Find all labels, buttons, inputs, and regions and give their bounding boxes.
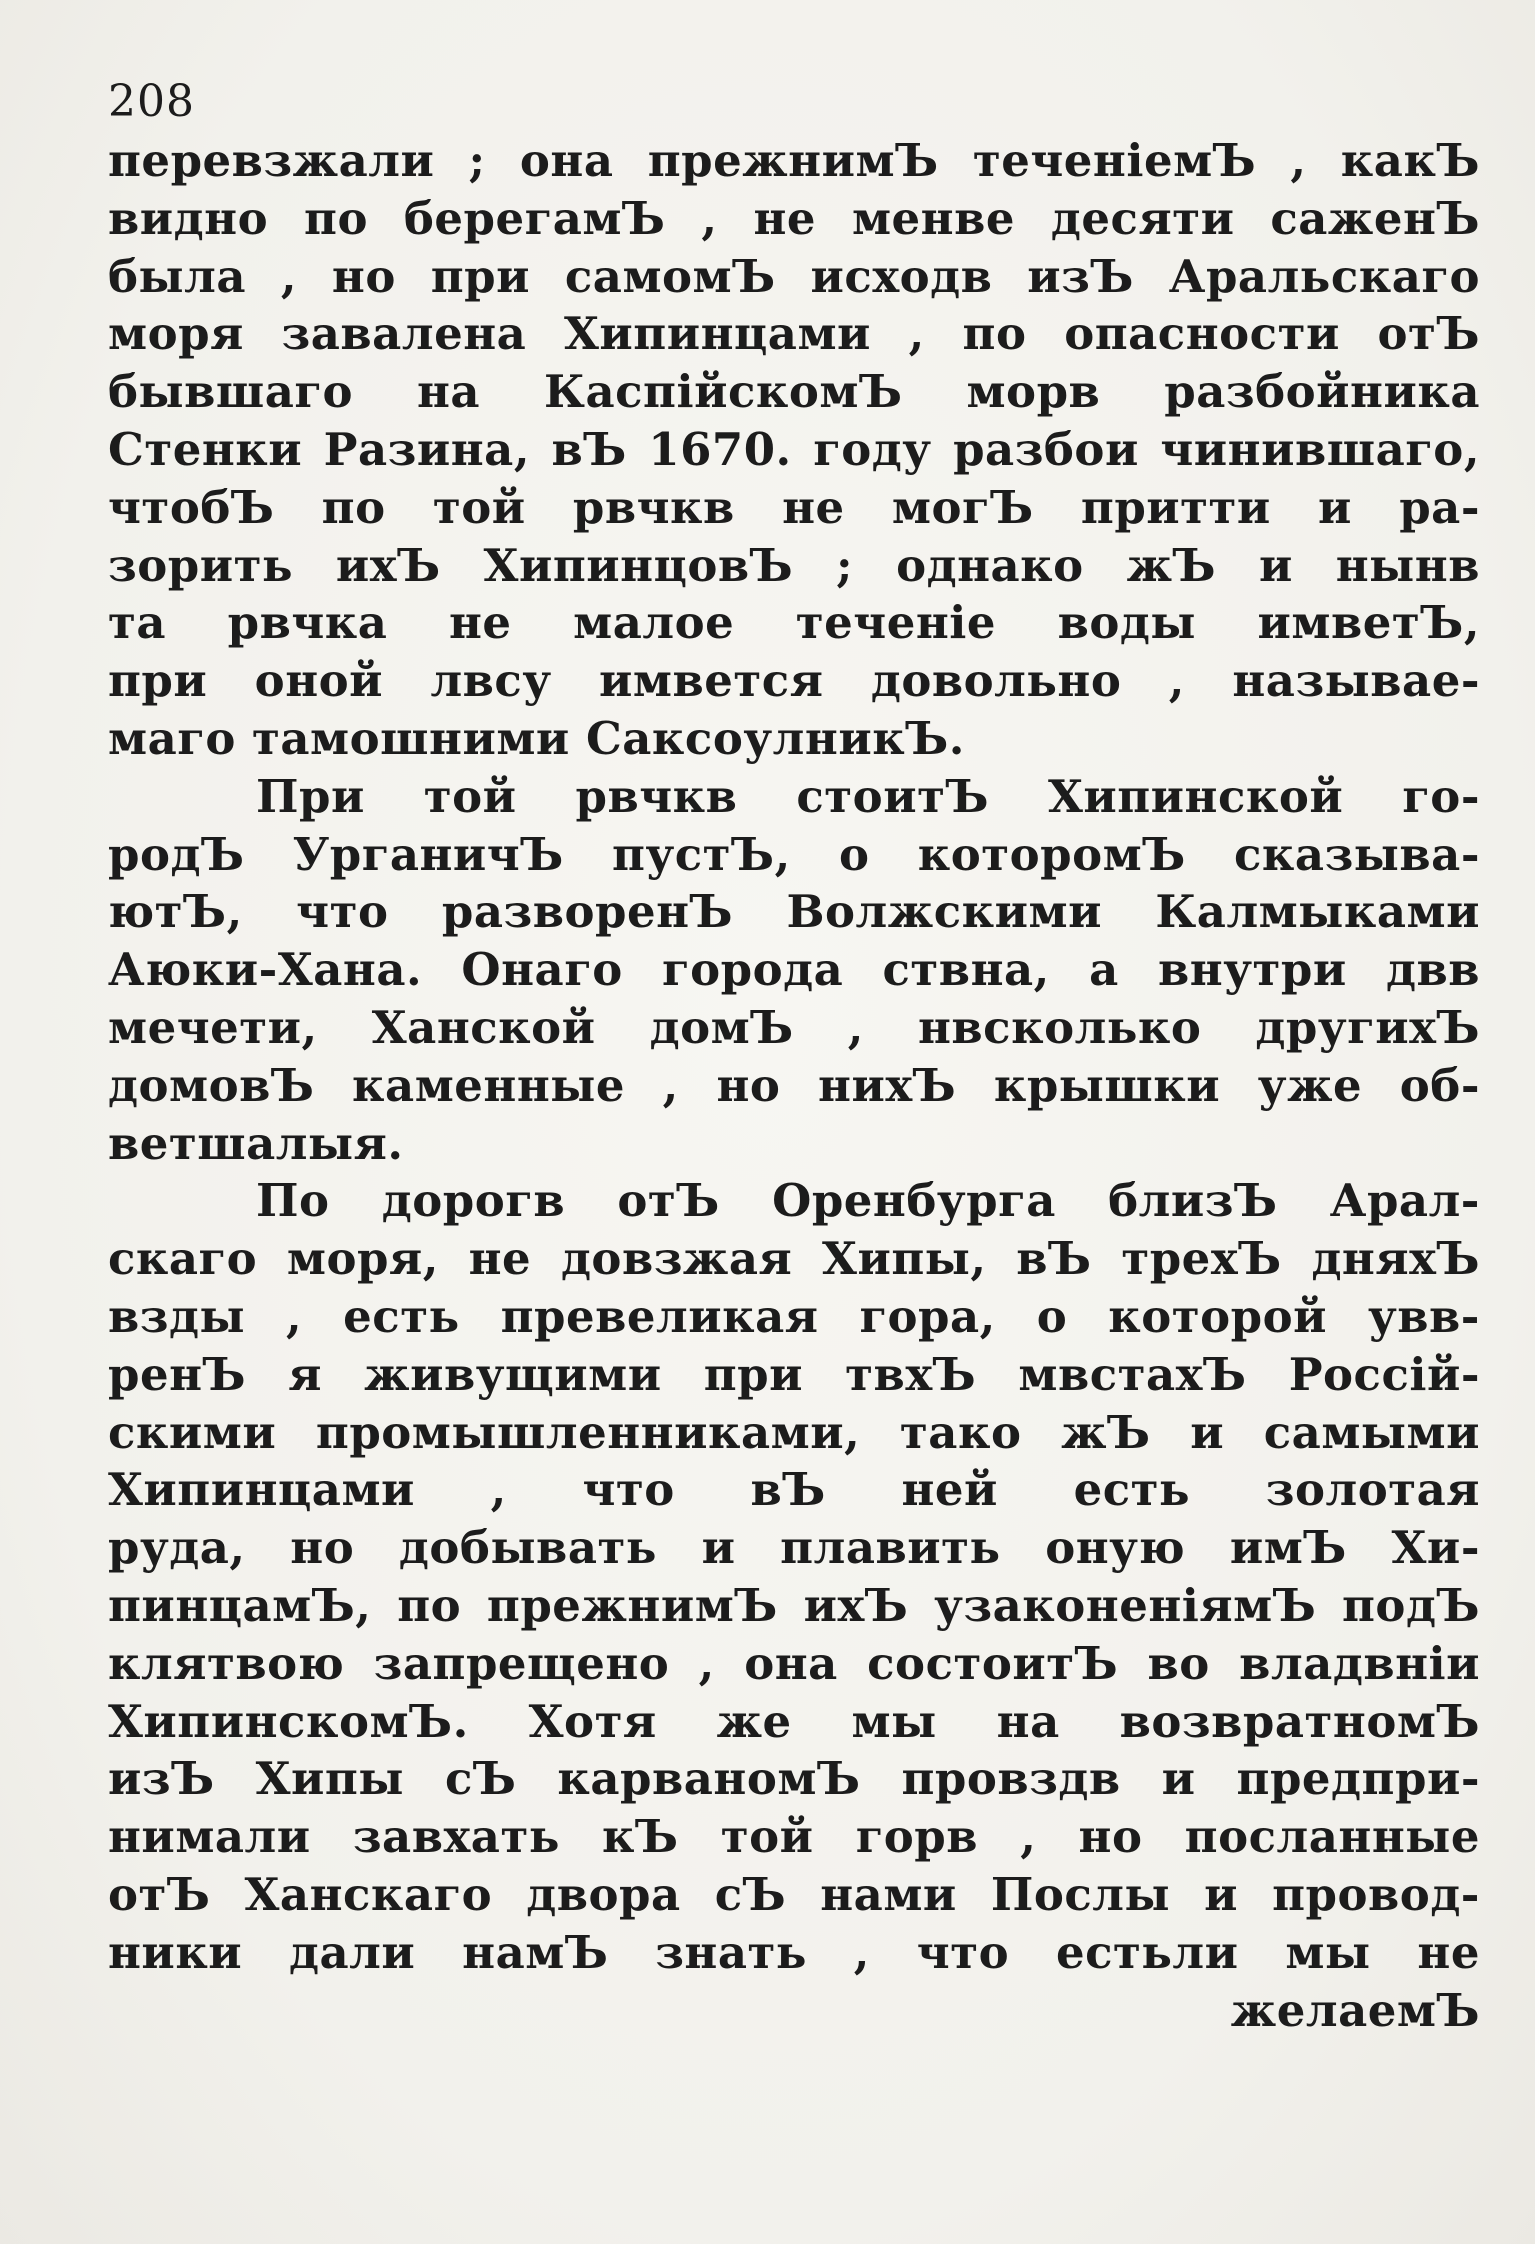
- text-line: перевзжали ; она прежнимЪ теченiемЪ , какЪ: [108, 134, 1480, 187]
- text-line: пинцамЪ, по прежнимЪ ихЪ узаконенiямЪ подЪ: [108, 1578, 1480, 1632]
- text-line: скаго моря, не довзжая Хипы, вЪ трехЪ дняхЪ: [108, 1232, 1480, 1286]
- text-line: была , но при самомЪ исходв изЪ Аральскаго: [108, 249, 1480, 303]
- text-line: При той рвчкв стоитЪ Хипинской го-: [256, 769, 1480, 823]
- page-number: 208: [108, 76, 195, 127]
- text-line: домовЪ каменные , но нихЪ крышки уже об-: [108, 1058, 1480, 1112]
- text-line: Стенки Разина, вЪ 1670. году разбои чинившаго,: [108, 422, 1480, 476]
- text-line: руда, но добывать и плавить оную имЪ Хи-: [108, 1521, 1480, 1575]
- text-line: скими промышленниками, тако жЪ и самыми: [108, 1405, 1480, 1459]
- text-line: чтобЪ по той рвчкв не могЪ притти и ра-: [108, 480, 1480, 534]
- text-line: взды , есть превеликая гора, о которой увв-: [108, 1289, 1480, 1343]
- text-line: Хипинцами , что вЪ ней есть золотая: [108, 1463, 1480, 1517]
- text-line: ренЪ я живущими при твхЪ мвстахЪ Россiй-: [108, 1347, 1480, 1401]
- text-line: ютЪ, что разворенЪ Волжскими Калмыками: [108, 885, 1480, 939]
- text-line: маго тамошними СаксоулникЪ.: [108, 711, 965, 765]
- text-line: Аюки-Хана. Онаго города ствна, а внутри двв: [108, 943, 1480, 997]
- text-line: бывшаго на КаспiйскомЪ морв разбойника: [108, 365, 1480, 419]
- text-line: По дорогв отЪ Оренбурга близЪ Арал-: [256, 1174, 1480, 1228]
- text-line: родЪ УрганичЪ пустЪ, о которомЪ сказыва-: [108, 827, 1480, 881]
- text-line: ники дали намЪ знать , что естьли мы не: [108, 1925, 1480, 1979]
- text-line: та рвчка не малое теченiе воды имветЪ,: [108, 596, 1480, 650]
- text-line: зорить ихЪ ХипинцовЪ ; однако жЪ и нынв: [108, 538, 1480, 592]
- text-line: отЪ Ханскаго двора сЪ нами Послы и провод-: [108, 1867, 1480, 1921]
- text-line: нимали завхать кЪ той горв , но посланные: [108, 1810, 1480, 1864]
- text-line: изЪ Хипы сЪ карваномЪ провздв и предпри-: [108, 1752, 1480, 1806]
- text-line: ХипинскомЪ. Хотя же мы на возвратномЪ: [108, 1694, 1480, 1748]
- text-line: видно по берегамЪ , не менве десяти саженЪ: [108, 191, 1480, 245]
- text-line: клятвою запрещено , она состоитЪ во владвнiи: [108, 1636, 1480, 1690]
- text-line: мечети, Ханской домЪ , нвсколько другихЪ: [108, 1000, 1480, 1054]
- body-text: [108, 132, 1480, 2039]
- text-line: при оной лвсу имвется довольно , называе-: [108, 654, 1480, 708]
- text-line: желаемЪ: [1230, 1983, 1480, 2037]
- text-line: ветшалыя.: [108, 1116, 404, 1170]
- text-line: моря завалена Хипинцами , по опасности отЪ: [108, 307, 1480, 361]
